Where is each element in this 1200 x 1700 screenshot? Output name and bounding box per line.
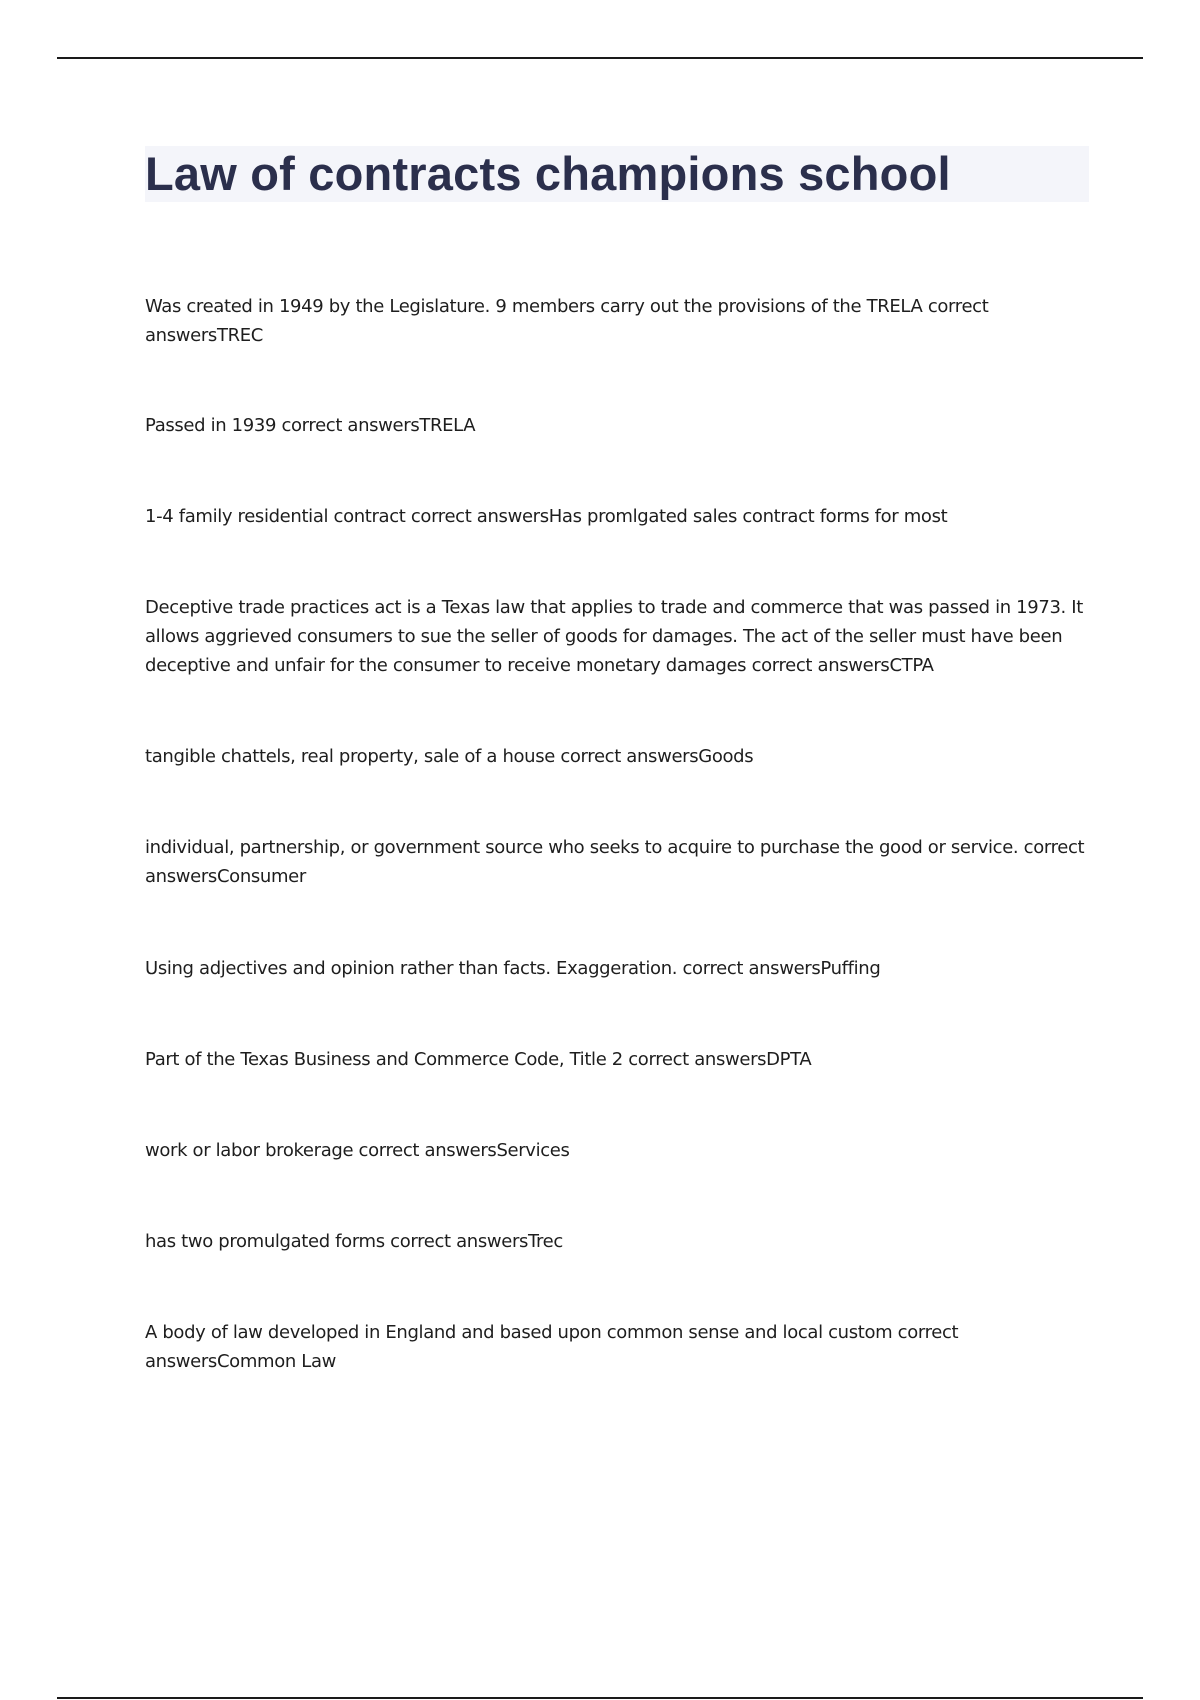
bottom-rule [57,1697,1143,1699]
qa-item-5: tangible chattels, real property, sale of a house correct answersGoods [145,746,754,767]
qa-item-8: Part of the Texas Business and Commerce Code, Title 2 correct answersDPTA [145,1049,812,1070]
qa-item-10: has two promulgated forms correct answersTrec [145,1231,563,1252]
qa-item-4: Deceptive trade practices act is a Texas law that applies to trade and commerce that was passed in 1973. It allows aggrieved consumers to sue the seller of goods for damages. The act of the seller must have been deceptive and unfair for the consumer to receive monetary damages correct answersCTPA [145,597,1083,676]
qa-item-3: 1-4 family residential contract correct answersHas promlgated sales contract forms for most [145,506,948,527]
qa-item-11: A body of law developed in England and based upon common sense and local custom correct answersCommon Law [145,1322,959,1372]
qa-item-9: work or labor brokerage correct answersServices [145,1140,570,1161]
top-rule [57,57,1143,59]
qa-item-2: Passed in 1939 correct answersTRELA [145,415,476,436]
qa-item-6: individual, partnership, or government source who seeks to acquire to purchase the good or service. correct answersConsumer [145,837,1085,887]
page-title: Law of contracts champions school [145,147,951,200]
qa-item-1: Was created in 1949 by the Legislature. 9 members carry out the provisions of the TRELA correct answersTREC [145,296,989,346]
qa-item-7: Using adjectives and opinion rather than facts. Exaggeration. correct answersPuffing [145,958,881,979]
